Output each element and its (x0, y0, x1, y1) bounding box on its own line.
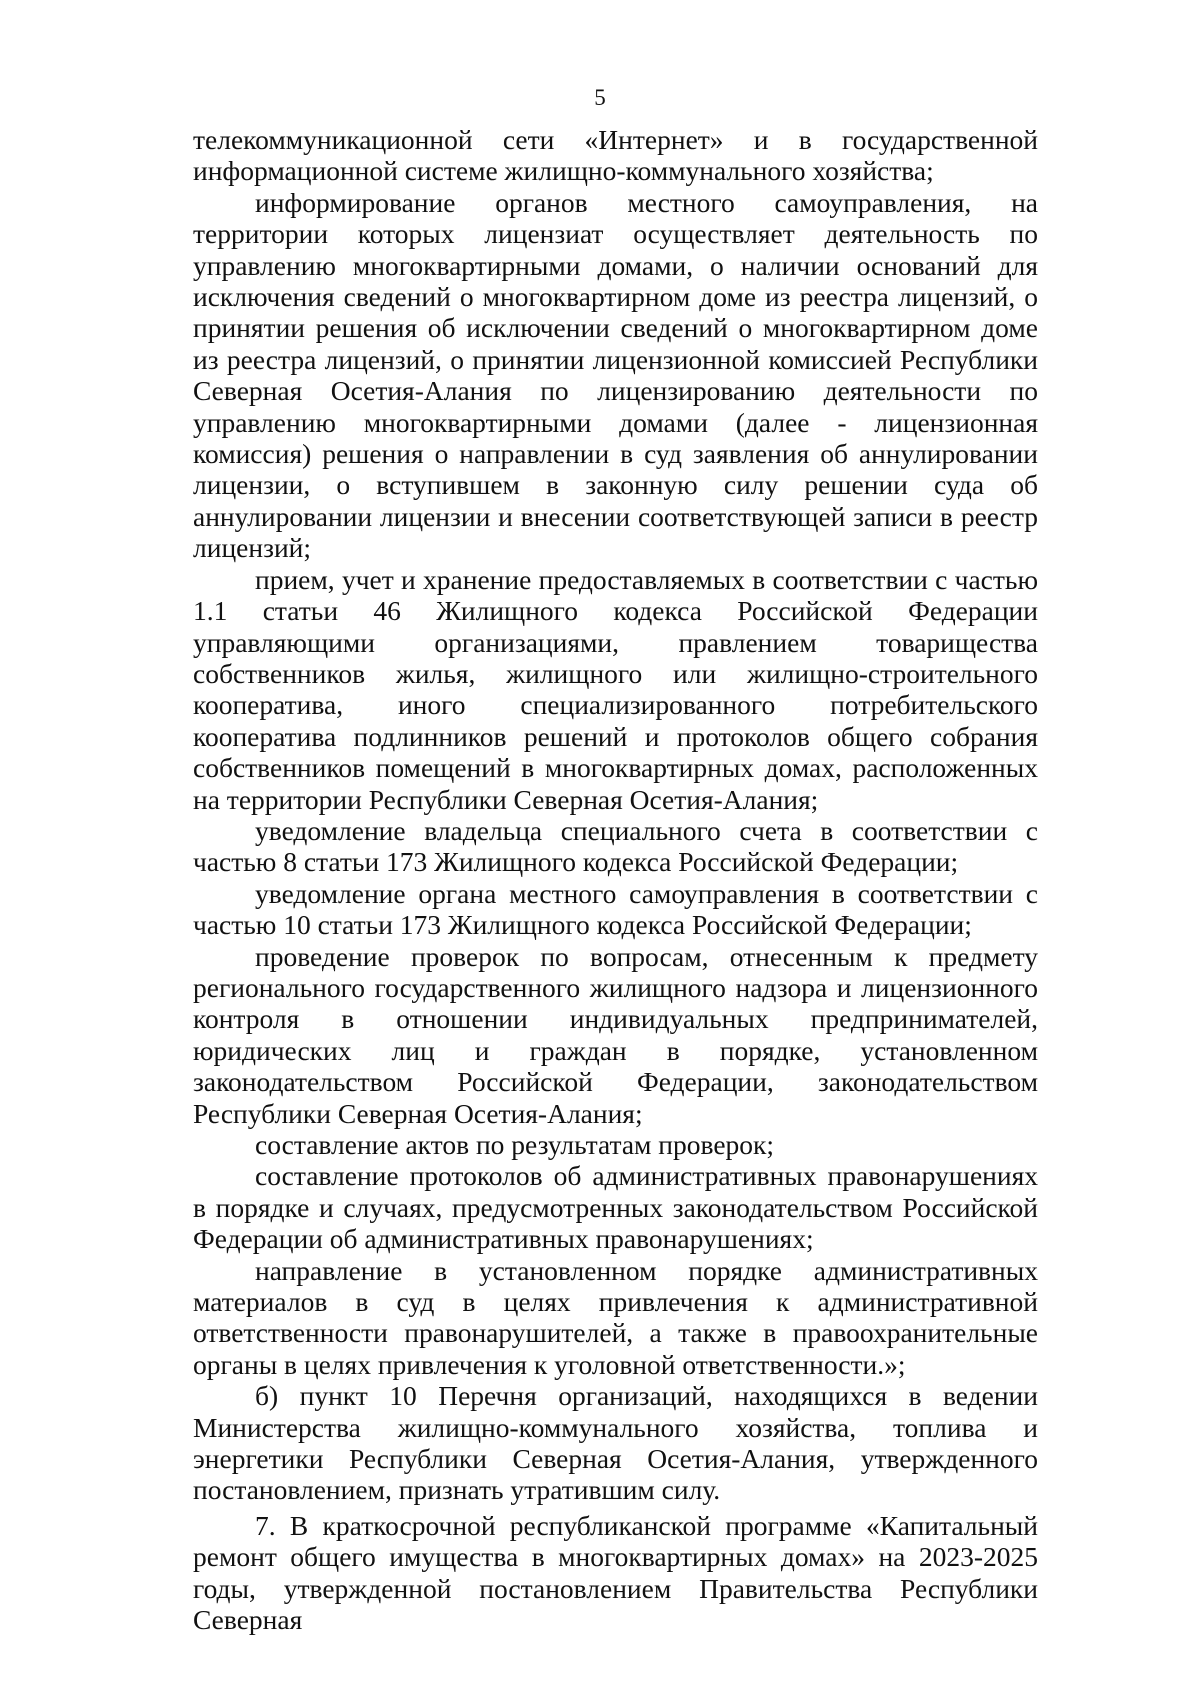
paragraph-notify-owner: уведомление владельца специального счета в соответствии с частью 8 статьи 173 Жилищного кодекса Российской Федерации; (193, 814, 1038, 878)
paragraph-telecom: телекоммуникационной сети «Интернет» и в государственной информационной системе жилищно-коммунального хозяйства; (193, 124, 1038, 187)
paragraph-acts: составление актов по результатам проверок; (255, 1129, 775, 1160)
paragraph-inspections: проведение проверок по вопросам, отнесенным к предмету регионального государственного жилищного надзора и лицензионного контроля в отношении индивидуальных предпринимателей, юридических лиц и граждан в порядке, установленном законодательством Российской Федерации, законодательством Республики Северная Осетия-Алания; (193, 940, 1038, 1129)
paragraph-item-7: 7. В краткосрочной республиканской программе «Капитальный ремонт общего имущества в многоквартирных домах» на 2023-2025 годы, утвержденной постановлением Правительства Республики Северная (193, 1509, 1038, 1636)
paragraph-reception: прием, учет и хранение предоставляемых в соответствии с частью 1.1 статьи 46 Жилищного кодекса Российской Федерации управляющими организациями, правлением товарищества собственников жилья, жилищного или жилищно-строительного кооператива, иного специализированного потребительского кооператива подлинников решений и протоколов общего собрания собственников помещений в многоквартирных домах, расположенных на территории Республики Северная Осетия-Алания; (193, 563, 1038, 815)
paragraph-protocols: составление протоколов об административных правонарушениях в порядке и случаях, предусмотренных законодательством Российской Федерации об административных правонарушениях; (193, 1160, 1038, 1255)
paragraph-materials: направление в установленном порядке административных материалов в суд в целях привлечения к административной ответственности правонарушителей, а также в правоохранительные органы в целях привлечения к уголовной ответственности.»; (193, 1254, 1038, 1380)
paragraph-notify-authority: уведомление органа местного самоуправления в соответствии с частью 10 статьи 173 Жилищного кодекса Российской Федерации; (193, 877, 1038, 941)
paragraph-item-b: б) пункт 10 Перечня организаций, находящихся в ведении Министерства жилищно-коммунального хозяйства, топлива и энергетики Республики Северная Осетия-Алания, утвержденного постановлением, признать утратившим силу. (193, 1380, 1038, 1506)
document-body (193, 124, 1038, 1636)
page-number: 5 (594, 85, 606, 110)
paragraph-informing: информирование органов местного самоуправления, на территории которых лицензиат осуществляет деятельность по управлению многоквартирными домами, о наличии оснований для исключения сведений о многоквартирном доме из реестра лицензий, о принятии решения об исключении сведений о многоквартирном доме из реестра лицензий, о принятии лицензионной комиссией Республики Северная Осетия-Алания по лицензированию деятельности по управлению многоквартирными домами (далее - лицензионная комиссия) решения о направлении в суд заявления об аннулировании лицензии, о вступившем в законную силу решении суда об аннулировании лицензии и внесении соответствующей записи в реестр лицензий; (193, 186, 1038, 564)
